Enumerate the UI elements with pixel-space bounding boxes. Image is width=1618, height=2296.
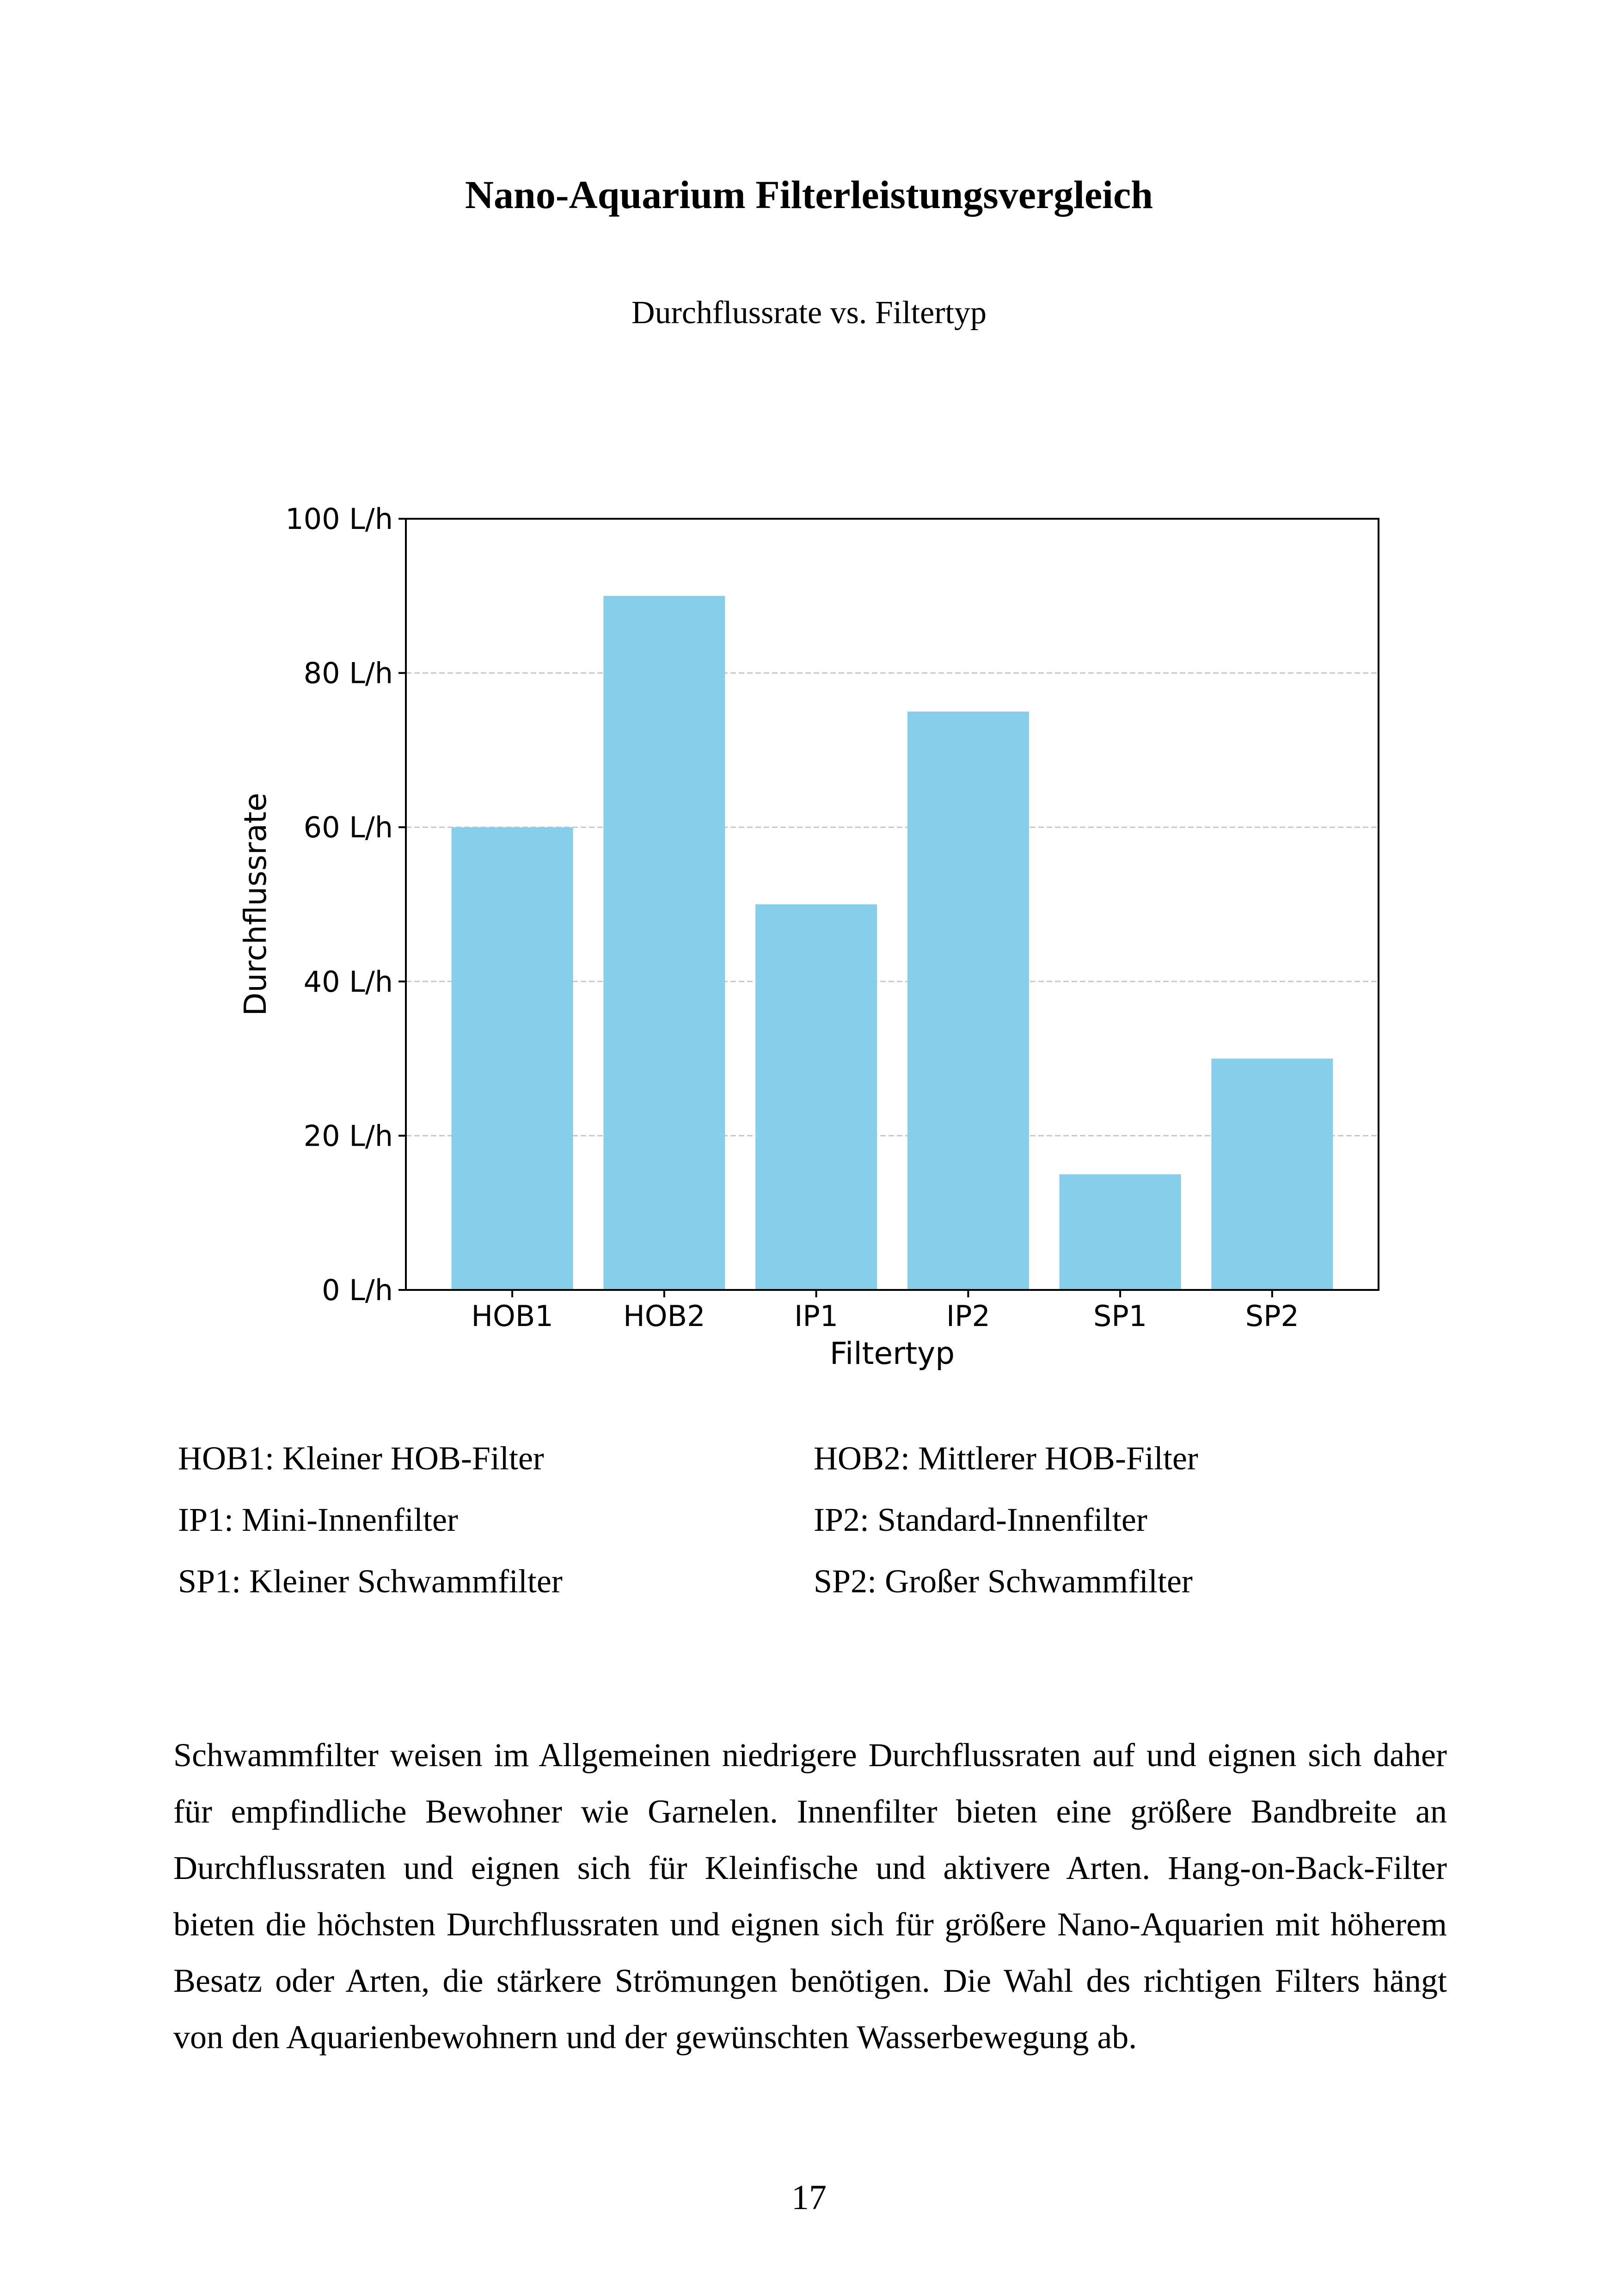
x-axis-ticks	[471, 1290, 1299, 1333]
page-number: 17	[791, 2178, 827, 2217]
page-title: Nano-Aquarium Filterleistungsvergleich	[465, 172, 1153, 217]
y-tick-label: 60 L/h	[303, 810, 393, 845]
legend-item-sp2: SP2: Großer Schwammfilter	[814, 1563, 1193, 1600]
y-tick-label: 40 L/h	[303, 964, 393, 999]
y-axis-ticks	[285, 502, 406, 1307]
x-tick-label: IP1	[794, 1299, 839, 1333]
legend-item-hob2: HOB2: Mittlerer HOB-Filter	[814, 1440, 1198, 1477]
bar-sp2	[1211, 1059, 1333, 1290]
x-tick-label: HOB2	[623, 1299, 705, 1333]
bar-hob1	[452, 827, 573, 1290]
bar-ip2	[907, 712, 1029, 1290]
legend-item-hob1: HOB1: Kleiner HOB-Filter	[178, 1440, 544, 1477]
x-tick-label: SP1	[1093, 1299, 1147, 1333]
chart-subtitle: Durchflussrate vs. Filtertyp	[631, 295, 987, 331]
y-tick-label: 20 L/h	[303, 1119, 393, 1153]
legend-item-ip1: IP1: Mini-Innenfilter	[178, 1501, 458, 1538]
y-tick-label: 0 L/h	[322, 1273, 393, 1307]
legend-item-ip2: IP2: Standard-Innenfilter	[814, 1501, 1147, 1538]
y-tick-label: 80 L/h	[303, 656, 393, 690]
filter-legend	[178, 1438, 1472, 1602]
bar-ip1	[755, 904, 877, 1290]
x-tick-label: HOB1	[471, 1299, 553, 1333]
x-tick-label: IP2	[946, 1299, 990, 1333]
y-tick-label: 100 L/h	[285, 502, 393, 536]
legend-item-sp1: SP1: Kleiner Schwammfilter	[178, 1563, 563, 1600]
x-axis-label: Filtertyp	[829, 1336, 955, 1371]
bar-sp1	[1060, 1174, 1181, 1290]
body-paragraph: Schwammfilter weisen im Allgemeinen niedrigere Durchflussraten auf und eignen sich daher für empfindliche Bewohner wie Garnelen. Innenfilter bieten eine größere Bandbreite an Durchflussraten und eignen sich für Kleinfische und aktivere Arten. Hang-on-Back-Filter bieten die höchsten Durchflussraten und eignen sich für größere Nano-Aquarien mit höherem Besatz oder Arten, die stärkere Strömungen benötigen. Die Wahl des richtigen Filters hängt von den Aquarienbewohnern und der gewünschten Wasserbewegung ab.	[173, 1737, 1447, 2056]
y-axis-label: Durchflussrate	[238, 792, 273, 1016]
x-tick-label: SP2	[1245, 1299, 1299, 1333]
bars	[452, 596, 1333, 1290]
bar-hob2	[603, 596, 725, 1290]
